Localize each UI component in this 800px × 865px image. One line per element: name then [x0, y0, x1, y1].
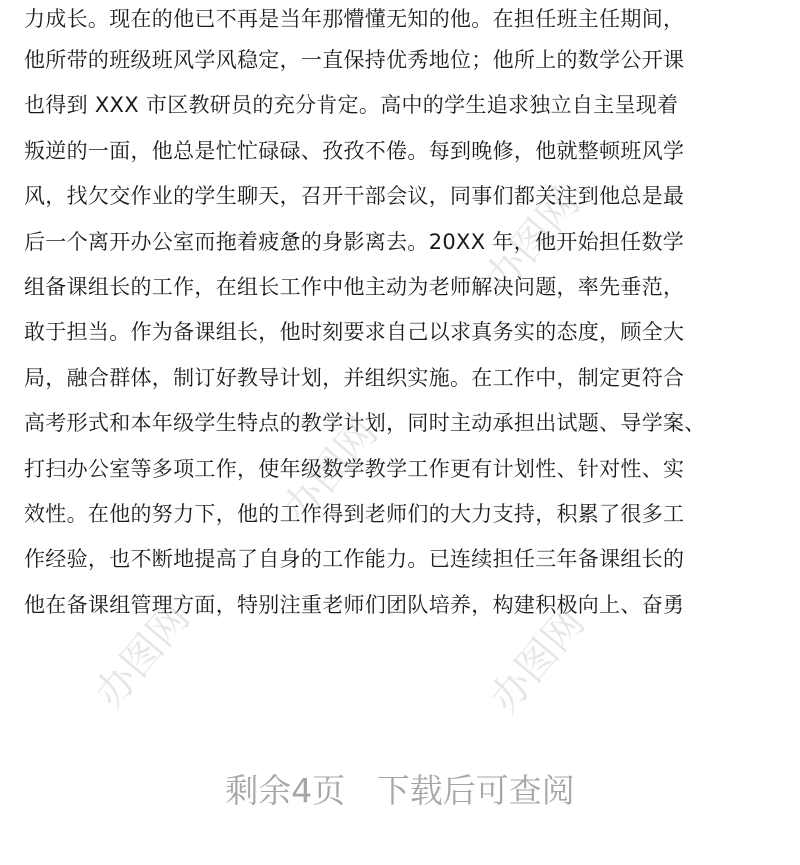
- text-line: 作经验，也不断地提高了自身的工作能力。已连续担任三年备课组长的: [24, 547, 685, 572]
- text-line: 叛逆的一面，他总是忙忙碌碌、孜孜不倦。每到晚修，他就整顿班风学: [24, 138, 685, 163]
- text-line: 高考形式和本年级学生特点的教学计划，同时主动承担出试题、导学案、: [24, 411, 706, 436]
- text-line: 敢于担当。作为备课组长，他时刻要求自己以求真务实的态度，顾全大: [24, 320, 685, 345]
- text-line: 组备课组长的工作，在组长工作中他主动为老师解决问题，率先垂范，: [24, 274, 685, 299]
- text-line: 效性。在他的努力下，他的工作得到老师们的大力支持，积累了很多工: [24, 501, 685, 526]
- remaining-pages-link[interactable]: 剩余4页 下载后可查阅: [225, 771, 575, 810]
- watermark: 办图网: [274, 410, 387, 532]
- watermark: 办图网: [476, 180, 589, 302]
- watermark: 办图网: [481, 600, 594, 722]
- watermark: 办图网: [86, 595, 199, 717]
- text-line: 风，找欠交作业的学生聊天，召开干部会议，同事们都关注到他总是最: [24, 184, 685, 209]
- text-line: 他在备课组管理方面，特别注重老师们团队培养，构建积极向上、奋勇: [24, 592, 685, 617]
- text-line: 也得到 XXX 市区教研员的充分肯定。高中的学生追求独立自主呈现着: [24, 93, 679, 118]
- text-line: 局，融合群体，制订好教导计划，并组织实施。在工作中，制定更符合: [24, 365, 685, 390]
- text-line: 力成长。现在的他已不再是当年那懵懂无知的他。在担任班主任期间，: [24, 7, 685, 31]
- document-body: [24, 0, 794, 628]
- text-line: 他所带的班级班风学风稳定，一直保持优秀地位；他所上的数学公开课: [24, 48, 685, 72]
- text-line: 打扫办公室等多项工作，使年级数学教学工作更有计划性、针对性、实: [24, 456, 685, 481]
- text-line: 后一个离开办公室而拖着疲惫的身影离去。20XX 年，他开始担任数学: [24, 229, 685, 254]
